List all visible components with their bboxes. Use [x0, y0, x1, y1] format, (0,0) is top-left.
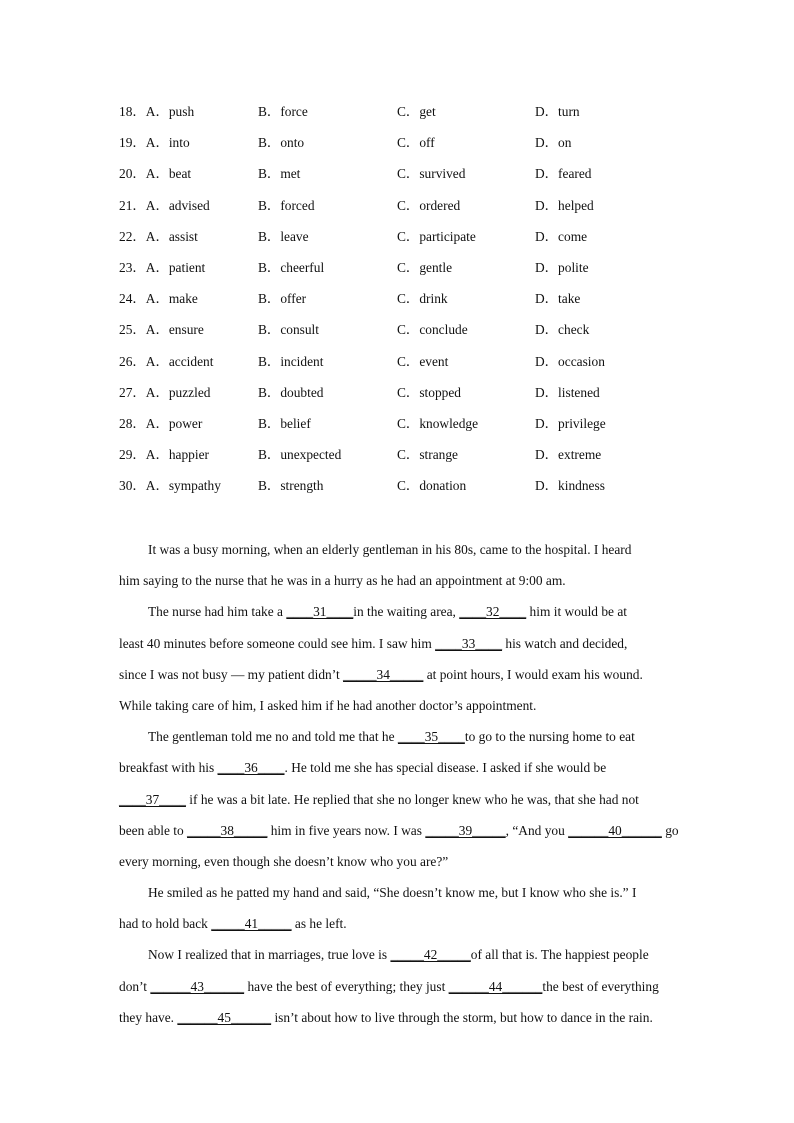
option-a-text: A．sympathy — [145, 478, 221, 494]
option-c[interactable]: C．off — [397, 135, 435, 151]
option-b[interactable]: B．cheerful — [258, 259, 325, 275]
passage-line — [119, 659, 674, 690]
option-c[interactable]: C．strange — [397, 447, 458, 463]
option-b[interactable]: B．strength — [258, 478, 324, 494]
blank-34[interactable]: _____34_____ — [343, 666, 424, 682]
passage-line — [119, 846, 674, 877]
option-a-text: A．power — [145, 415, 203, 431]
passage-text: Now I realized that in marriages, true love is — [148, 947, 391, 963]
option-c[interactable]: C．survived — [397, 166, 466, 182]
passage-text: to go to the nursing home to eat — [464, 729, 635, 745]
option-a[interactable] — [119, 474, 221, 498]
blank-40[interactable]: ______40______ — [568, 822, 662, 838]
option-b[interactable]: B．force — [258, 104, 308, 119]
blank-43[interactable]: ______43______ — [150, 978, 245, 994]
option-a[interactable] — [119, 381, 210, 405]
passage-line — [119, 877, 674, 908]
option-a[interactable] — [119, 318, 204, 342]
option-row — [119, 318, 679, 349]
passage-text: the best of everything — [542, 978, 659, 994]
option-c[interactable]: C．ordered — [397, 197, 461, 213]
passage-text: isn’t about how to live through the storm, but how to dance in the rain. — [271, 1009, 653, 1025]
passage-text: While taking care of him, I asked him if he had another doctor’s appointment. — [119, 697, 537, 713]
option-b[interactable]: B．unexpected — [258, 447, 342, 463]
option-a[interactable] — [119, 287, 198, 311]
passage-line — [119, 1002, 674, 1033]
passage-text: don’t — [119, 978, 151, 994]
option-d[interactable]: D．turn — [535, 104, 580, 119]
option-row — [119, 194, 679, 225]
option-c[interactable]: C．knowledge — [397, 415, 479, 431]
question-number: 22． — [119, 228, 146, 244]
blank-41[interactable]: _____41_____ — [211, 916, 292, 932]
passage-line — [119, 908, 674, 939]
passage-line — [119, 815, 679, 846]
option-d[interactable]: D．helped — [535, 197, 594, 213]
cloze-passage — [119, 534, 679, 1033]
option-c[interactable]: C．get — [397, 104, 436, 119]
option-a[interactable] — [119, 350, 213, 374]
option-c[interactable]: C．stopped — [397, 384, 461, 400]
blank-37[interactable]: ____37____ — [119, 791, 186, 807]
option-a-text: A．ensure — [145, 322, 204, 338]
question-number: 21． — [119, 197, 146, 213]
option-b[interactable]: B．belief — [258, 415, 311, 431]
option-b[interactable]: B．leave — [258, 228, 309, 244]
passage-line — [119, 596, 674, 627]
passage-text: since I was not busy — my patient didn’t — [119, 666, 344, 682]
option-d[interactable]: D．feared — [535, 166, 592, 182]
passage-text: . He told me she has special disease. I asked if she would be — [284, 760, 607, 776]
passage-text: go — [661, 822, 679, 838]
option-c[interactable]: C．drink — [397, 291, 448, 307]
option-row — [119, 256, 679, 287]
option-row — [119, 162, 679, 193]
option-d[interactable]: D．check — [535, 322, 590, 338]
option-d[interactable]: D．take — [535, 291, 581, 307]
question-number: 24． — [119, 291, 146, 307]
passage-text: his watch and decided, — [502, 635, 628, 651]
question-number: 26． — [119, 353, 146, 369]
passage-text: have the best of everything; they just — [244, 978, 449, 994]
blank-45[interactable]: ______45______ — [177, 1009, 272, 1025]
option-a-text: A．puzzled — [145, 384, 211, 400]
option-row — [119, 443, 679, 474]
option-c[interactable]: C．gentle — [397, 259, 453, 275]
option-d[interactable]: D．occasion — [535, 353, 605, 369]
option-a[interactable] — [119, 100, 194, 124]
option-b[interactable]: B．forced — [258, 197, 315, 213]
option-c[interactable]: C．donation — [397, 478, 467, 494]
answer-options — [119, 100, 679, 505]
option-a-text: A．make — [145, 291, 198, 307]
blank-42[interactable]: _____42_____ — [390, 947, 471, 963]
passage-line — [119, 690, 674, 721]
passage-line — [119, 534, 674, 565]
option-a[interactable] — [119, 131, 190, 155]
question-number: 19． — [119, 135, 146, 151]
option-a[interactable] — [119, 443, 209, 467]
option-b[interactable]: B．onto — [258, 135, 305, 151]
passage-line — [119, 784, 674, 815]
passage-text: The gentleman told me no and told me that he — [148, 729, 398, 745]
passage-text: at point hours, I would exam his wound. — [423, 666, 643, 682]
option-c[interactable]: C．event — [397, 353, 449, 369]
option-b[interactable]: B．doubted — [258, 384, 324, 400]
option-a-text: A．patient — [145, 259, 206, 275]
option-a-text: A．beat — [145, 166, 192, 182]
passage-line — [119, 628, 674, 659]
option-row — [119, 412, 679, 443]
blank-39[interactable]: _____39_____ — [425, 822, 506, 838]
option-row — [119, 287, 679, 318]
option-d[interactable]: D．on — [535, 135, 572, 151]
option-b[interactable]: B．met — [258, 166, 301, 182]
passage-text: had to hold back — [119, 916, 212, 932]
option-a[interactable] — [119, 412, 202, 436]
question-number: 27． — [119, 384, 146, 400]
option-a[interactable] — [119, 256, 205, 280]
option-b[interactable]: B．offer — [258, 291, 307, 307]
option-c[interactable]: C．participate — [397, 228, 476, 244]
question-number: 28． — [119, 415, 146, 431]
passage-line — [119, 971, 674, 1002]
option-a-text: A．push — [145, 104, 195, 119]
option-a-text: A．happier — [145, 447, 209, 463]
option-a-text: A．accident — [145, 353, 214, 369]
option-d[interactable]: D．polite — [535, 259, 589, 275]
passage-text: in the waiting area, — [353, 604, 460, 620]
option-a-text: A．advised — [145, 197, 210, 213]
blank-44[interactable]: ______44______ — [448, 978, 543, 994]
question-number: 20． — [119, 166, 146, 182]
option-d[interactable]: D．come — [535, 228, 588, 244]
option-b[interactable]: B．incident — [258, 353, 324, 369]
passage-text: , “And you — [505, 822, 569, 838]
passage-line — [119, 565, 674, 596]
passage-text: He smiled as he patted my hand and said, “She doesn’t know me, but I know who she is.” I — [148, 885, 637, 901]
blank-32[interactable]: ____32____ — [459, 604, 527, 620]
passage-text: It was a busy morning, when an elderly gentleman in his 80s, came to the hospital. I heard — [148, 542, 632, 557]
blank-35[interactable]: ____35____ — [397, 729, 465, 745]
blank-38[interactable]: _____38_____ — [187, 822, 268, 838]
passage-text: him saying to the nurse that he was in a hurry as he had an appointment at 9:00 am. — [119, 573, 566, 589]
option-a[interactable] — [119, 225, 198, 249]
question-number: 29． — [119, 447, 146, 463]
option-a[interactable] — [119, 162, 191, 186]
passage-text: every morning, even though she doesn’t know who you are?” — [119, 853, 449, 869]
passage-line — [119, 721, 674, 752]
question-number: 23． — [119, 259, 146, 275]
passage-text: him in five years now. I was — [267, 822, 426, 838]
passage-text: they have. — [119, 1009, 178, 1025]
option-row — [119, 350, 679, 381]
passage-text: him it would be at — [526, 604, 627, 620]
option-d[interactable]: D．extreme — [535, 447, 602, 463]
option-d[interactable]: D．kindness — [535, 478, 605, 494]
passage-line — [119, 939, 674, 970]
passage-line — [119, 752, 674, 783]
option-b[interactable]: B．consult — [258, 322, 320, 338]
question-number: 25． — [119, 322, 146, 338]
option-row — [119, 131, 679, 162]
passage-text: of all that is. The happiest people — [470, 947, 649, 963]
passage-text: The nurse had him take a — [148, 604, 287, 620]
passage-text: if he was a bit late. He replied that she no longer knew who he was, that she had not — [185, 791, 639, 807]
question-number: 30． — [119, 478, 146, 494]
option-c[interactable]: C．conclude — [397, 322, 468, 338]
passage-text: as he left. — [291, 916, 347, 932]
passage-text: least 40 minutes before someone could see him. I saw him — [119, 635, 436, 651]
blank-31[interactable]: ____31____ — [286, 604, 354, 620]
passage-text: been able to — [119, 822, 188, 838]
option-d[interactable]: D．listened — [535, 384, 600, 400]
option-d[interactable]: D．privilege — [535, 415, 606, 431]
passage-text: breakfast with his — [119, 760, 218, 776]
blank-36[interactable]: ____36____ — [217, 760, 285, 776]
option-row — [119, 225, 679, 256]
option-row — [119, 474, 679, 505]
blank-33[interactable]: ____33____ — [435, 635, 503, 651]
question-number: 18． — [119, 104, 146, 119]
option-a-text: A．assist — [145, 228, 198, 244]
option-a[interactable] — [119, 194, 210, 218]
option-row — [119, 100, 679, 131]
option-row — [119, 381, 679, 412]
option-a-text: A．into — [145, 135, 190, 151]
